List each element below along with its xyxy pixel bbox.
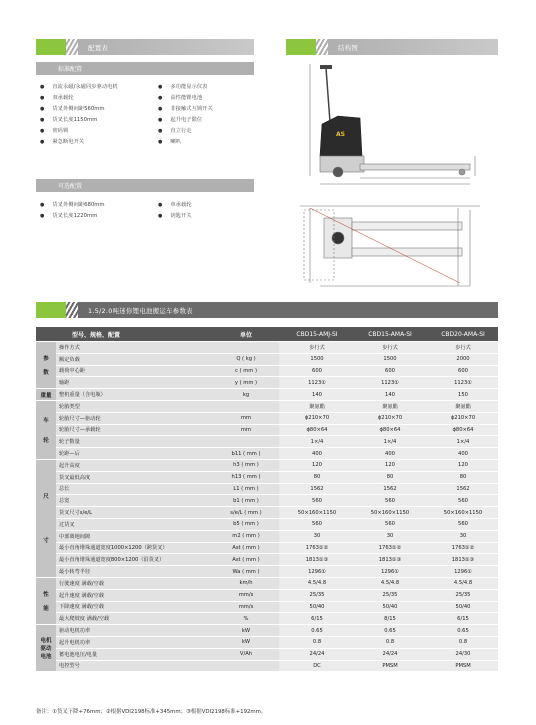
- row-value-m2: 600: [352, 365, 425, 377]
- table-row: [36, 448, 498, 460]
- row-value-m2: 140: [352, 389, 425, 401]
- row-value-m3: 2000: [425, 353, 498, 365]
- row-item: 轮子数量: [56, 436, 210, 448]
- row-unit: b1 ( mm ): [210, 495, 279, 507]
- row-unit: h3 ( mm ): [210, 459, 279, 471]
- row-item: 起升电机功率: [56, 636, 210, 648]
- table-row: [36, 542, 498, 554]
- table-row: [36, 471, 498, 483]
- row-value-m1: 1296①: [279, 566, 352, 578]
- row-value-m1: 1500: [279, 353, 352, 365]
- row-value-m1: 步行式: [279, 342, 352, 354]
- row-item: 蓄电池电压/电量: [56, 648, 210, 660]
- table-row: [36, 566, 498, 578]
- row-value-m1: 0.8: [279, 636, 352, 648]
- row-unit: mm: [210, 424, 279, 436]
- row-value-m2: 1123①: [352, 377, 425, 389]
- table-row: [36, 353, 498, 365]
- row-value-m3: PMSM: [425, 660, 498, 672]
- standard-list-right: [158, 82, 213, 149]
- row-unit: y ( mm ): [210, 377, 279, 389]
- row-unit: Q ( kg ): [210, 353, 279, 365]
- table-row: [36, 436, 498, 448]
- row-value-m3: 步行式: [425, 342, 498, 354]
- row-value-m2: 560: [352, 518, 425, 530]
- row-item: 电控型号: [56, 660, 210, 672]
- config-title: 配置表: [88, 43, 109, 52]
- row-value-m1: 140: [279, 389, 352, 401]
- table-row: [36, 389, 498, 401]
- row-value-m3: 150: [425, 389, 498, 401]
- row-value-m1: 600: [279, 365, 352, 377]
- row-item: 最小直角堆垛通道宽度1000×1200（跨货叉）: [56, 542, 210, 554]
- row-unit: c ( mm ): [210, 365, 279, 377]
- row-unit: [210, 400, 279, 412]
- table-row: [36, 483, 498, 495]
- row-value-m3: 30: [425, 530, 498, 542]
- feature-item: ● 喇叭: [158, 137, 213, 148]
- row-item: 最小转弯半径: [56, 566, 210, 578]
- row-value-m3: 1×/4: [425, 436, 498, 448]
- row-value-m3: 1296①: [425, 566, 498, 578]
- optional-list-right: [158, 200, 192, 222]
- table-row: [36, 530, 498, 542]
- row-unit: kW: [210, 625, 279, 637]
- row-unit: [210, 660, 279, 672]
- row-unit: Wa ( mm ): [210, 566, 279, 578]
- row-value-m3: 120: [425, 459, 498, 471]
- table-row: [36, 589, 498, 601]
- structure-header: [286, 39, 498, 55]
- optional-config-header: 可选配置: [36, 179, 254, 192]
- row-value-m2: PMSM: [352, 660, 425, 672]
- row-value-m3: 4.5/4.8: [425, 577, 498, 589]
- feature-item: ● 紧急断电开关: [40, 137, 118, 148]
- table-header-row: [36, 327, 498, 342]
- row-value-m2: 25/35: [352, 589, 425, 601]
- structure-diagram: [290, 58, 498, 298]
- row-value-m1: 0.65: [279, 625, 352, 637]
- header-unit: 单位: [210, 327, 279, 342]
- row-item: 轮胎尺寸—承载轮: [56, 424, 210, 436]
- row-unit: b5 ( mm ): [210, 518, 279, 530]
- row-item: 轴距: [56, 377, 210, 389]
- row-unit: h13 ( mm ): [210, 471, 279, 483]
- row-value-m3: 400: [425, 448, 498, 460]
- row-value-m2: 0.8: [352, 636, 425, 648]
- row-item: 起升速度 满载/空载: [56, 589, 210, 601]
- row-value-m1: 1763①②: [279, 542, 352, 554]
- row-value-m3: 600: [425, 365, 498, 377]
- table-row: [36, 412, 498, 424]
- row-item: 轮胎类型: [56, 400, 210, 412]
- feature-item: ● 货叉长度1220mm: [40, 211, 105, 222]
- row-value-m2: 1813①③: [352, 554, 425, 566]
- table-row: [36, 365, 498, 377]
- row-item: 下降速度 满载/空载: [56, 601, 210, 613]
- feature-item: ● 起升电子限位: [158, 115, 213, 126]
- row-value-m3: 50/40: [425, 601, 498, 613]
- table-row: [36, 495, 498, 507]
- row-value-m1: 4.5/4.8: [279, 577, 352, 589]
- row-value-m3: 1763①②: [425, 542, 498, 554]
- table-row: [36, 459, 498, 471]
- row-value-m2: 1562: [352, 483, 425, 495]
- row-item: 载荷中心距: [56, 365, 210, 377]
- row-value-m2: 8/15: [352, 613, 425, 625]
- row-item: 过货叉: [56, 518, 210, 530]
- config-header: [36, 39, 254, 55]
- row-value-m1: 聚氨酯: [279, 400, 352, 412]
- row-unit: m2 ( mm ): [210, 530, 279, 542]
- header-model-2: CBD15-AMA-SI: [352, 327, 425, 342]
- row-value-m3: 1123①: [425, 377, 498, 389]
- row-unit: mm/s: [210, 589, 279, 601]
- table-row: [36, 660, 498, 672]
- row-value-m1: 1×/4: [279, 436, 352, 448]
- row-value-m1: DC: [279, 660, 352, 672]
- feature-item: ● 货叉外侧间距680mm: [40, 200, 105, 211]
- row-value-m3: 聚氨酯: [425, 400, 498, 412]
- table-row: [36, 601, 498, 613]
- row-unit: km/h: [210, 577, 279, 589]
- table-row: [36, 377, 498, 389]
- row-value-m3: 24/30: [425, 648, 498, 660]
- row-unit: kg: [210, 389, 279, 401]
- table-row: [36, 613, 498, 625]
- row-value-m2: ϕ210×70: [352, 412, 425, 424]
- svg-text:AS: AS: [336, 131, 345, 138]
- row-item: 轮胎尺寸—驱动轮: [56, 412, 210, 424]
- row-item: 行驶速度 满载/空载: [56, 577, 210, 589]
- table-row: [36, 400, 498, 412]
- row-value-m2: 560: [352, 495, 425, 507]
- row-value-m3: 1813①③: [425, 554, 498, 566]
- feature-item: ● 双承载轮: [40, 93, 118, 104]
- row-unit: %: [210, 613, 279, 625]
- row-item: 驱动电机功率: [56, 625, 210, 637]
- row-value-m3: 25/35: [425, 589, 498, 601]
- row-value-m3: ϕ210×70: [425, 412, 498, 424]
- spec-table: [36, 327, 498, 672]
- row-unit: Ast ( mm ): [210, 542, 279, 554]
- row-value-m2: 4.5/4.8: [352, 577, 425, 589]
- row-unit: [210, 436, 279, 448]
- row-unit: Ast ( mm ): [210, 554, 279, 566]
- table-section-header: [36, 302, 498, 318]
- row-value-m2: 1763①②: [352, 542, 425, 554]
- row-value-m2: 50/40: [352, 601, 425, 613]
- row-item: 操作方式: [56, 342, 210, 354]
- row-item: 最小直角堆垛通道宽度800×1200（沿货叉）: [56, 554, 210, 566]
- row-unit: V/Ah: [210, 648, 279, 660]
- table-row: [36, 342, 498, 354]
- row-value-m1: 6/15: [279, 613, 352, 625]
- row-item: 中部离地间隙: [56, 530, 210, 542]
- row-value-m1: 560: [279, 495, 352, 507]
- row-unit: s/e/L ( mm ): [210, 507, 279, 519]
- row-value-m1: 50/40: [279, 601, 352, 613]
- group-label: 尺 寸: [36, 459, 56, 577]
- row-item: 起升高度: [56, 459, 210, 471]
- row-value-m2: 0.65: [352, 625, 425, 637]
- row-value-m2: ϕ80×64: [352, 424, 425, 436]
- table-row: [36, 424, 498, 436]
- feature-item: ● 高性能锂电池: [158, 93, 213, 104]
- row-value-m2: 30: [352, 530, 425, 542]
- row-value-m3: 6/15: [425, 613, 498, 625]
- table-row: [36, 554, 498, 566]
- row-value-m1: 400: [279, 448, 352, 460]
- row-value-m3: 1562: [425, 483, 498, 495]
- row-value-m2: 1500: [352, 353, 425, 365]
- row-value-m3: 560: [425, 518, 498, 530]
- row-value-m1: ϕ210×70: [279, 412, 352, 424]
- row-value-m2: 聚氨酯: [352, 400, 425, 412]
- row-value-m2: 80: [352, 471, 425, 483]
- table-row: [36, 636, 498, 648]
- standard-list-left: [40, 82, 118, 149]
- row-unit: L1 ( mm ): [210, 483, 279, 495]
- row-value-m3: 0.65: [425, 625, 498, 637]
- feature-item: ● 货叉长度1150mm: [40, 115, 118, 126]
- row-value-m1: 120: [279, 459, 352, 471]
- row-item: 总宽: [56, 495, 210, 507]
- row-unit: kW: [210, 636, 279, 648]
- row-value-m3: ϕ80×64: [425, 424, 498, 436]
- table-row: [36, 648, 498, 660]
- row-value-m1: ϕ80×64: [279, 424, 352, 436]
- feature-item: ● 货叉外侧间距560mm: [40, 104, 118, 115]
- table-row: [36, 577, 498, 589]
- header-item: 型号、规格、配置: [36, 327, 210, 342]
- optional-list-left: [40, 200, 105, 222]
- row-value-m3: 560: [425, 495, 498, 507]
- group-label: 电机 驱动 电池: [36, 625, 56, 672]
- feature-item: ● 非接触式互锁开关: [158, 104, 213, 115]
- table-title: 1.5/2.0吨迷你锂电池搬运车参数表: [88, 306, 193, 315]
- group-label: 性 能: [36, 577, 56, 624]
- feature-item: ● 多功能显示仪表: [158, 82, 213, 93]
- standard-config-header: 标准配置: [36, 62, 254, 75]
- table-row: [36, 625, 498, 637]
- row-unit: [210, 342, 279, 354]
- row-unit: mm: [210, 412, 279, 424]
- row-value-m1: 1562: [279, 483, 352, 495]
- structure-title: 结构图: [338, 43, 359, 52]
- row-value-m1: 24/24: [279, 648, 352, 660]
- header-model-1: CBD15-AMJ-SI: [279, 327, 352, 342]
- row-value-m2: 步行式: [352, 342, 425, 354]
- feature-item: ● 直立行走: [158, 126, 213, 137]
- group-label: 重量: [36, 389, 56, 401]
- row-value-m1: 1813①③: [279, 554, 352, 566]
- footnote: 备注：①货叉下降+76mm；②根据VDI2198标准+345mm；③根据VDI2198标准+192mm。: [36, 709, 267, 715]
- row-item: 货叉尺寸s/e/L: [56, 507, 210, 519]
- row-item: 总长: [56, 483, 210, 495]
- row-item: 轮距—后: [56, 448, 210, 460]
- header-model-3: CBD20-AMA-SI: [425, 327, 498, 342]
- row-item: 整机重量（含电瓶）: [56, 389, 210, 401]
- row-value-m3: 50×160×1150: [425, 507, 498, 519]
- row-value-m1: 30: [279, 530, 352, 542]
- feature-item: ● 直流永磁/永磁同步驱动电机: [40, 82, 118, 93]
- row-value-m1: 80: [279, 471, 352, 483]
- feature-item: ● 密码锁: [40, 126, 118, 137]
- row-value-m2: 24/24: [352, 648, 425, 660]
- row-value-m2: 50×160×1150: [352, 507, 425, 519]
- row-unit: b11 ( mm ): [210, 448, 279, 460]
- row-value-m2: 1×/4: [352, 436, 425, 448]
- table-row: [36, 518, 498, 530]
- row-item: 最大爬坡度 满载/空载: [56, 613, 210, 625]
- row-value-m1: 560: [279, 518, 352, 530]
- row-value-m2: 400: [352, 448, 425, 460]
- row-value-m3: 80: [425, 471, 498, 483]
- row-value-m1: 1123①: [279, 377, 352, 389]
- row-item: 货叉最低高度: [56, 471, 210, 483]
- row-value-m2: 1296①: [352, 566, 425, 578]
- group-label: 车 轮: [36, 400, 56, 459]
- feature-item: ● 钥匙开关: [158, 211, 192, 222]
- feature-item: ● 单承载轮: [158, 200, 192, 211]
- row-value-m2: 120: [352, 459, 425, 471]
- row-unit: mm/s: [210, 601, 279, 613]
- row-value-m1: 50×160×1150: [279, 507, 352, 519]
- row-item: 额定负载: [56, 353, 210, 365]
- table-row: [36, 507, 498, 519]
- row-value-m1: 25/35: [279, 589, 352, 601]
- row-value-m3: 0.8: [425, 636, 498, 648]
- group-label: 参 数: [36, 342, 56, 389]
